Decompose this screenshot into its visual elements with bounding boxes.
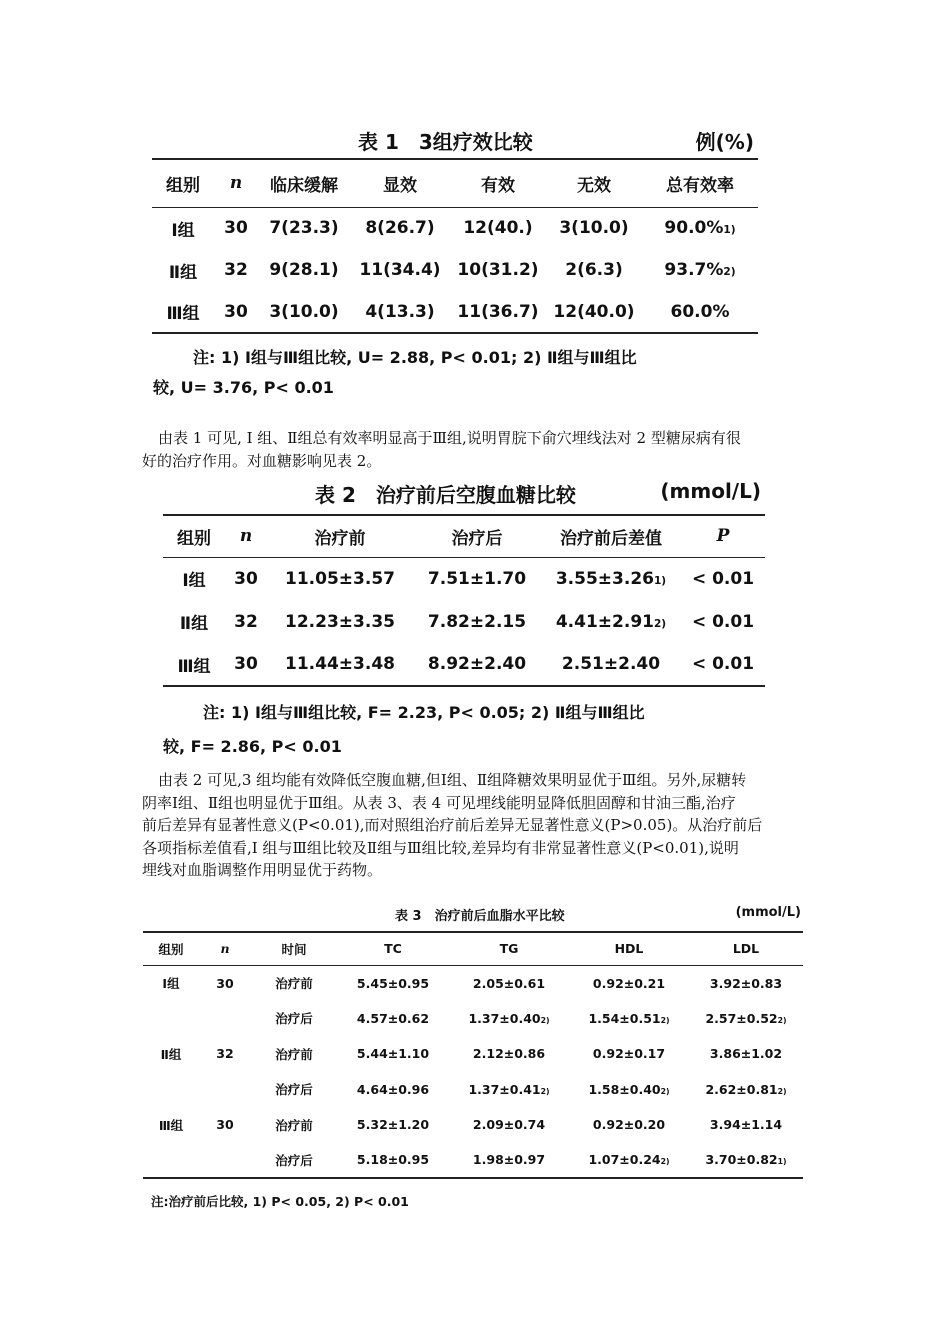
table2-note-line2: 较, F= 2.86, P< 0.01 [163,737,342,756]
table3-title: 表 3 治疗前后血脂水平比较 [395,909,565,924]
table3-cell-time: 治疗后 [275,1011,313,1027]
table1-header-marked: 显效 [383,175,417,196]
table2-cell-diff [541,600,681,643]
table1-total-value: 60.0% [670,301,730,322]
paragraph-2-line4: 各项指标差值看,Ⅰ 组与Ⅲ组比较及Ⅱ组与Ⅲ组比较,差异均有非常显著性意义(P<0.01),说明 [142,838,739,857]
table-row [163,557,765,600]
table3-cell-time: 治疗后 [275,1152,313,1168]
table1-note-line2: 较, U= 3.76, P< 0.01 [153,378,334,397]
table1-cell-effective: 10(31.2) [457,260,539,280]
table2-cell-before: 11.05±3.57 [285,568,395,589]
table2-header-p: P [716,526,730,547]
table-row [152,207,758,249]
table2-diff-value: 2.51±2.40 [561,654,661,674]
table3-unit: (mmol/L) [735,905,801,920]
table-row [143,1001,803,1037]
table3-hdl-value: 1.54±0.51 [588,1010,661,1026]
table2-cell-group: Ⅱ组 [179,614,209,634]
table3-cell-n: 30 [216,1117,234,1133]
table2-diff-value: 3.55±3.26 [555,568,654,589]
table1-title-bar [358,126,754,155]
table3-hdl-mark: 2) [660,1015,670,1025]
table3-tg-value: 2.05±0.61 [472,975,546,991]
table2-cell-p: < 0.01 [691,654,755,674]
table3-ldl-value: 3.92±0.83 [709,975,783,991]
paragraph-1-line1: 由表 1 可见, Ⅰ 组、Ⅱ组总有效率明显高于Ⅲ组,说明胃脘下俞穴埋线法对 2 型糖尿病有很 [158,429,741,447]
table3-hdl-value: 1.07±0.24 [588,1152,661,1168]
table2 [163,514,765,687]
table2-cell-before: 11.44±3.48 [285,654,395,674]
table3-header-tg: TG [499,941,519,957]
table3-tg-value: 1.98±0.97 [472,1152,546,1168]
table3-cell-group: Ⅰ组 [162,976,180,991]
table1-cell-total [642,249,758,291]
table1-header-row [152,159,758,207]
table3-cell-tc: 4.57±0.62 [356,1010,430,1026]
table3-ldl-value: 3.70±0.82 [705,1152,778,1168]
table2-cell-n: 30 [234,568,258,589]
table1-cell-group: Ⅱ组 [168,262,198,283]
table1-header-remission: 临床缓解 [270,175,338,196]
table-row [143,1107,803,1143]
table1-cell-group: Ⅲ组 [166,304,200,324]
table3-cell-tc: 5.18±0.95 [356,1152,430,1168]
table1-unit: 例(%) [695,130,754,154]
table2-title: 表 2 治疗前后空腹血糖比较 [315,483,576,507]
table3-cell-tg [449,1072,569,1108]
table2-cell-after: 7.51±1.70 [427,568,527,589]
table2-title-bar [315,479,761,508]
table1-cell-group: Ⅰ组 [171,220,195,241]
table1-header-group: 组别 [166,175,200,196]
table2-cell-before: 12.23±3.35 [285,611,395,632]
table3-hdl-mark: 2) [660,1157,670,1167]
table1-cell-marked: 11(34.4) [359,260,441,280]
table3-cell-tg [449,1107,569,1143]
table3-cell-hdl [569,1107,689,1143]
table1-cell-n: 30 [224,218,248,239]
table1-note-line1: 注: 1) Ⅰ组与Ⅲ组比较, U= 2.88, P< 0.01; 2) Ⅱ组与Ⅲ组比 [193,348,637,367]
table3-cell-time: 治疗前 [275,976,313,991]
table3-cell-time: 治疗前 [275,1046,313,1062]
table-row [143,1143,803,1179]
table3-header-ldl: LDL [732,941,760,957]
table2-cell-diff [541,643,681,686]
table3-cell-n: 30 [216,975,234,991]
table1-note [153,343,637,403]
table3-header-time: 时间 [281,941,307,957]
paragraph-2-line3: 前后差异有显著性意义(P<0.01),而对照组治疗前后差异无显著性意义(P>0.05)。从治疗前后 [142,816,763,834]
table3-ldl-value: 3.94±1.14 [709,1117,783,1133]
table3-cell-ldl [689,1107,803,1143]
table1-cell-invalid: 12(40.0) [553,301,635,322]
table3-cell-tg [449,1036,569,1072]
table3-note [151,1192,409,1210]
table1-cell-effective: 12(40.) [463,218,533,239]
table-row [152,249,758,291]
paragraph-2-line1: 由表 2 可见,3 组均能有效降低空腹血糖,但Ⅰ组、Ⅱ组降糖效果明显优于Ⅲ组。另外,尿糖转 [158,771,747,789]
table3-hdl-value: 0.92±0.21 [592,975,666,991]
table1-total-mark: 1) [723,224,736,237]
paragraph-2-line5: 埋线对血脂调整作用明显优于药物。 [142,861,383,879]
table3-cell-n [199,1143,251,1179]
paragraph-2 [142,769,810,882]
table-row [143,965,803,1001]
table1-cell-total [642,291,758,333]
table3-header-tc: TC [384,941,402,957]
table3-tg-value: 1.37±0.41 [468,1081,541,1097]
table2-header-after: 治疗后 [451,528,503,549]
table3-header-n: n [220,941,230,957]
table1-total-value: 93.7% [664,260,724,280]
table3-cell-hdl [569,1001,689,1037]
table3-ldl-value: 2.62±0.81 [705,1081,778,1097]
table-row [163,600,765,643]
table3-cell-time: 治疗后 [275,1082,313,1098]
table-row [152,291,758,333]
table3-cell-time: 治疗前 [275,1117,313,1133]
table-row [143,1036,803,1072]
table1-cell-marked: 4(13.3) [365,301,435,322]
table2-header-group: 组别 [177,528,211,549]
table3-ldl-mark: 2) [777,1086,787,1096]
table1-header-effective: 有效 [481,175,515,196]
table2-header-diff: 治疗前后差值 [560,528,662,549]
table3-cell-hdl [569,965,689,1001]
table3-header-group: 组别 [158,941,184,957]
table2-cell-after: 7.82±2.15 [427,611,527,632]
table3-tg-mark: 2) [540,1086,550,1096]
table2-header-row [163,515,765,557]
table1-cell-invalid: 2(6.3) [565,260,623,280]
table3-hdl-value: 0.92±0.20 [592,1117,666,1133]
table2-diff-value: 4.41±2.91 [555,611,654,632]
table1-cell-remission: 9(28.1) [269,260,339,280]
table3-cell-n [199,1001,251,1037]
table3-cell-group: Ⅱ组 [160,1046,182,1062]
table2-note-line1: 注: 1) Ⅰ组与Ⅲ组比较, F= 2.23, P< 0.05; 2) Ⅱ组与Ⅲ组比 [203,703,645,722]
table3-ldl-value: 2.57±0.52 [705,1010,778,1026]
table1-header-n: n [229,173,243,194]
table3-cell-hdl [569,1072,689,1108]
table3-tg-value: 1.37±0.40 [468,1010,541,1026]
table1-total-mark: 2) [723,266,736,278]
table3-cell-group [143,1001,199,1037]
table2-cell-n: 32 [234,611,258,632]
table3-cell-tc: 5.44±1.10 [356,1046,430,1062]
table3-header-hdl: HDL [614,941,644,957]
table1-cell-remission: 7(23.3) [269,218,339,239]
table1-cell-n: 30 [224,301,248,322]
table2-note [163,696,645,764]
table2-cell-group: Ⅰ组 [182,571,206,592]
table3-header-row [143,932,803,965]
table2-cell-after: 8.92±2.40 [427,654,527,674]
table1-cell-invalid: 3(10.0) [559,218,629,239]
table-row [143,1072,803,1108]
table3-hdl-value: 0.92±0.17 [592,1046,666,1062]
table3-cell-group [143,1143,199,1179]
table3-cell-tg [449,1143,569,1179]
table3-cell-tc: 5.45±0.95 [356,975,430,991]
table3-ldl-mark: 1) [777,1157,787,1167]
table3-cell-ldl [689,965,803,1001]
table2-cell-diff [541,557,681,600]
table3-cell-ldl [689,1072,803,1108]
table3-cell-ldl [689,1143,803,1179]
table3-cell-n [199,1072,251,1108]
table-row [163,643,765,686]
table3-cell-tg [449,965,569,1001]
table3-ldl-value: 3.86±1.02 [709,1046,783,1062]
paragraph-2-line2: 阴率Ⅰ组、Ⅱ组也明显优于Ⅲ组。从表 3、表 4 可见埋线能明显降低胆固醇和甘油三酯,治疗 [142,793,736,812]
table3-cell-group: Ⅲ组 [158,1117,184,1133]
table2-header-before: 治疗前 [314,528,366,549]
table2-cell-p: < 0.01 [691,568,755,589]
table1-title: 表 1 3组疗效比较 [358,130,533,154]
table1-cell-total [642,207,758,249]
table3-cell-ldl [689,1036,803,1072]
table2-header-n: n [239,526,253,547]
paragraph-1-line2: 好的治疗作用。对血糖影响见表 2。 [142,451,382,470]
table1-cell-marked: 8(26.7) [365,218,435,239]
table3-cell-tc: 4.64±0.96 [356,1081,430,1097]
table2-diff-mark: 2) [653,617,667,630]
table3-cell-tg [449,1001,569,1037]
table1 [152,158,758,334]
table1-cell-effective: 11(36.7) [457,301,539,322]
table3-cell-n: 32 [216,1046,234,1062]
table3-note-text: 注:治疗前后比较, 1) P< 0.05, 2) P< 0.01 [151,1194,409,1209]
table3-cell-ldl [689,1001,803,1037]
table3-ldl-mark: 2) [777,1015,787,1025]
table1-cell-remission: 3(10.0) [269,301,339,322]
paragraph-1 [142,427,810,472]
table2-cell-group: Ⅲ组 [177,656,211,677]
table2-unit: (mmol/L) [660,479,761,503]
table3-tg-mark: 2) [540,1015,550,1025]
table3-hdl-mark: 2) [660,1086,670,1096]
table1-total-value: 90.0% [664,218,724,239]
table3-tg-value: 2.09±0.74 [472,1117,546,1133]
table3-tg-value: 2.12±0.86 [472,1046,546,1062]
table2-cell-p: < 0.01 [691,611,755,632]
table3-cell-tc: 5.32±1.20 [356,1117,430,1133]
table3-cell-group [143,1072,199,1108]
table1-header-invalid: 无效 [577,175,611,196]
table3 [143,931,803,1179]
table2-diff-mark: 1) [653,574,667,587]
table3-cell-hdl [569,1036,689,1072]
table3-cell-hdl [569,1143,689,1179]
table2-cell-n: 30 [234,654,258,674]
table1-cell-n: 32 [224,260,248,280]
table3-title-bar [395,905,801,924]
table1-header-total: 总有效率 [666,175,734,196]
table3-hdl-value: 1.58±0.40 [588,1081,661,1097]
